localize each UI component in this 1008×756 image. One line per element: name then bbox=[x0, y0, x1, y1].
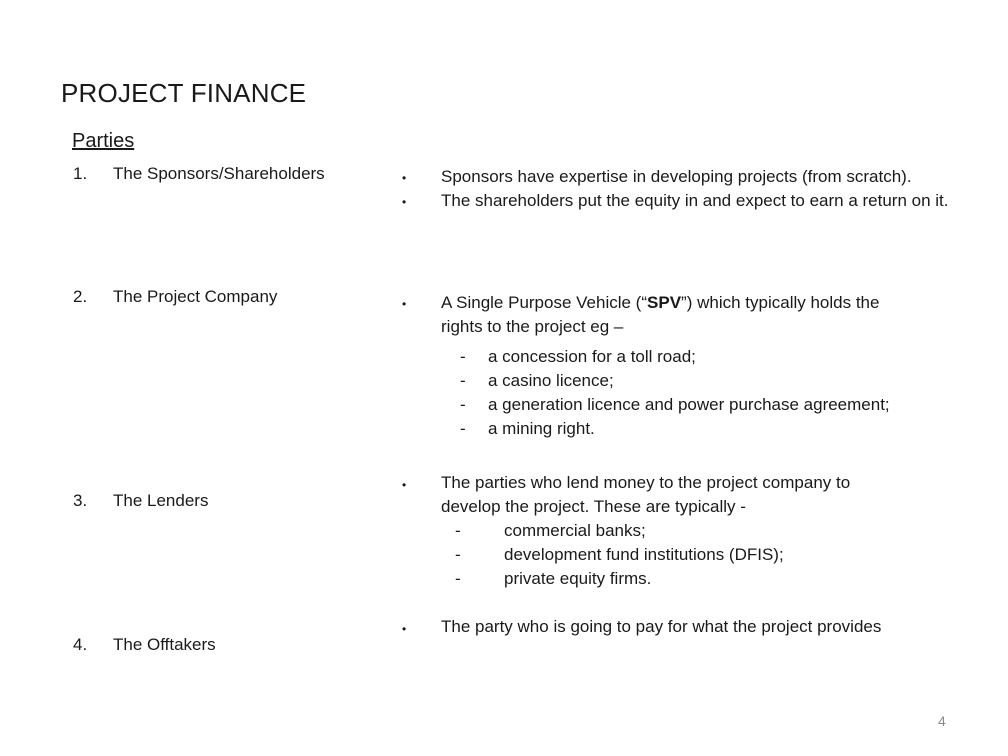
row-number: 2. bbox=[73, 287, 88, 306]
sub-item: development fund institutions (DFIS); bbox=[504, 545, 784, 564]
page-number: 4 bbox=[938, 713, 946, 729]
row-number: 4. bbox=[73, 635, 88, 654]
party-name: The Sponsors/Shareholders bbox=[113, 164, 325, 183]
party-name: The Lenders bbox=[113, 491, 209, 510]
bullet-text: The party who is going to pay for what the project provides bbox=[441, 617, 882, 636]
dash-icon: - bbox=[460, 371, 466, 390]
bullet-icon: • bbox=[402, 478, 407, 492]
dash-icon: - bbox=[455, 521, 461, 540]
slide-title: PROJECT FINANCE bbox=[61, 78, 307, 108]
party-name: The Project Company bbox=[113, 287, 278, 306]
bullet-icon: • bbox=[402, 622, 407, 636]
bullet-text: The parties who lend money to the project company to develop the project. These are typically - bbox=[441, 473, 851, 516]
bullet-icon: • bbox=[402, 297, 407, 311]
sub-item: a mining right. bbox=[488, 419, 595, 438]
sub-item: a concession for a toll road; bbox=[488, 347, 696, 366]
dash-icon: - bbox=[455, 569, 461, 588]
dash-icon: - bbox=[460, 419, 466, 438]
sub-item: private equity firms. bbox=[504, 569, 652, 588]
bullet-text: A Single Purpose Vehicle (“SPV”) which typically holds the rights to the project eg – bbox=[441, 293, 880, 336]
row-number: 3. bbox=[73, 491, 88, 510]
sub-item: a generation licence and power purchase agreement; bbox=[488, 395, 890, 414]
dash-icon: - bbox=[455, 545, 461, 564]
dash-icon: - bbox=[460, 347, 466, 366]
spv-bold: SPV bbox=[647, 293, 682, 312]
party-name: The Offtakers bbox=[113, 635, 216, 654]
dash-icon: - bbox=[460, 395, 466, 414]
bullet-text: Sponsors have expertise in developing projects (from scratch). bbox=[441, 167, 912, 186]
bullet-icon: • bbox=[402, 171, 407, 185]
row-number: 1. bbox=[73, 164, 88, 183]
bullet-text: The shareholders put the equity in and expect to earn a return on it. bbox=[441, 191, 949, 210]
sub-item: a casino licence; bbox=[488, 371, 614, 390]
sub-item: commercial banks; bbox=[504, 521, 646, 540]
section-heading: Parties bbox=[72, 130, 135, 152]
bullet-icon: • bbox=[402, 195, 407, 209]
